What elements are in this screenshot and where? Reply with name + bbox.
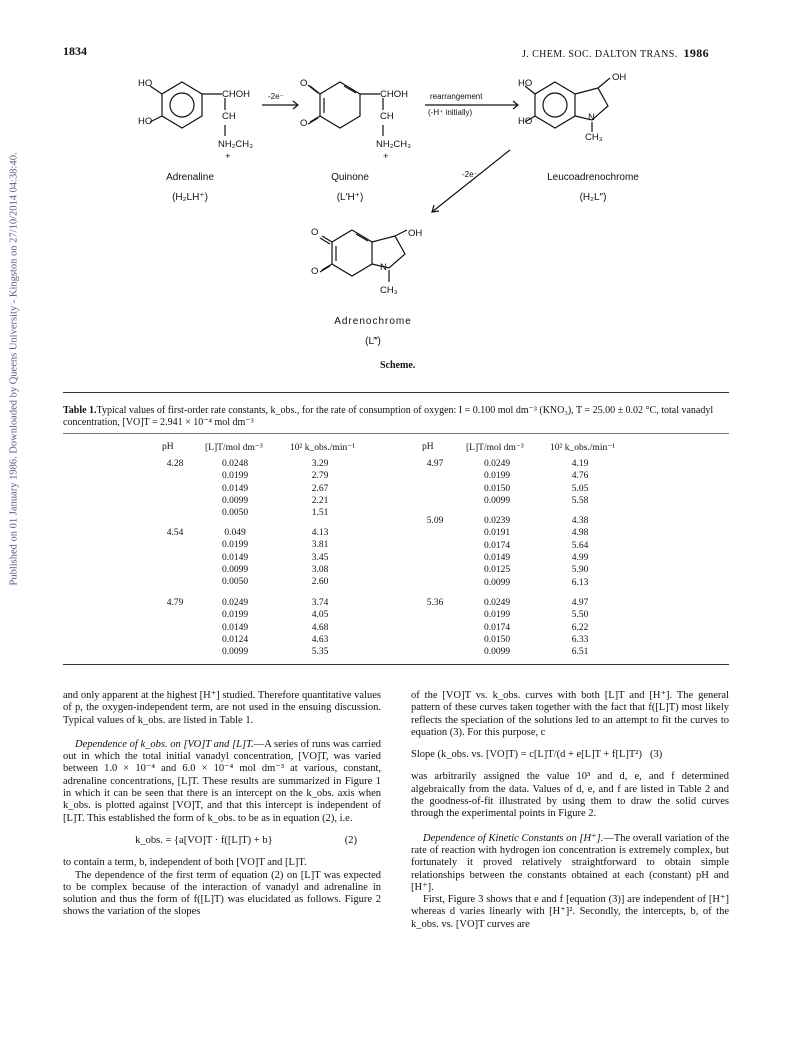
table-header-k-right: 10² k_obs./min⁻¹ [550,443,616,453]
step3-label: -2e⁻ [462,170,478,179]
table-cell-kobs: 6.51 [571,647,589,658]
table-cell-ligand: 0.0199 [483,471,511,482]
adrenaline-ho-top: HO [138,78,153,89]
equation-3: Slope (k_obs. vs. [VO]T) = c[L]T/(d + e[L]T + f[L]T²) (3) [411,749,663,761]
table-cell-ligand: 0.049 [224,528,246,538]
table-cell-ligand: 0.0099 [483,647,511,658]
quinone-o-top: O [300,78,308,89]
quinone-nhch3: NH₂CH₃ [376,139,411,150]
table-cell-kobs: 3.29 [311,459,329,469]
table-cell-kobs: 2.67 [311,483,329,494]
adrenaline-plus: + [225,151,231,162]
table-cell-ph: 4.97 [426,459,444,469]
table-cell-ligand: 0.0099 [221,647,249,658]
table-cell-ligand: 0.0199 [221,471,249,482]
table-cell-kobs: 6.22 [571,622,589,633]
table-caption: Table 1.Typical values of first-order rate constants, k_obs., for the rate of consumption of oxygen: I = 0.100 mol dm⁻³ (KNO₃), T = 25.00 ± 0.02 °C, total vanadyl concentration, [VO]T = 2.941 × 10⁻⁴ mol dm⁻³ [63,405,714,428]
table-cell-kobs: 4.13 [311,528,329,538]
equation-2: k_obs. = {a[VO]T · f([L]T) + b} (2) [135,834,357,846]
table-header-ph-left: pH [162,442,174,452]
compound-name-quinone: Quinone [331,172,369,183]
table-cell-kobs: 5.50 [571,610,589,621]
quinone-plus: + [383,151,389,162]
adrenochrome-o-top: O [311,227,319,238]
table-cell-kobs: 3.81 [311,540,329,551]
table-cell-ligand: 0.0249 [483,598,511,608]
body-left-column [63,690,381,919]
table-cell-ligand: 0.0199 [221,540,249,551]
compound-formula-quinone: (L′H⁺) [336,192,364,203]
table-cell-kobs: 3.45 [311,552,329,563]
table-cell-ligand: 0.0249 [483,459,511,469]
quinone-ch: CH [380,111,394,122]
left-paragraph-1: and only apparent at the highest [H⁺] studied. Therefore quantitative values of p, the oxygen-independent term, are not used in the ensuing discussion. Typical values of k_obs. are listed in Table 1. [63,690,381,726]
left-paragraph-3: to contain a term, b, independent of both [VO]T and [L]T. [63,857,307,869]
table-cell-ligand: 0.0050 [221,577,249,588]
right-paragraph-1: of the [VO]T vs. k_obs. curves with both [L]T and [H⁺]. The general pattern of these curves taken together with the fact that f([L]T) most likely reflects the speciation of the solutions led to an attempt to fit the curves to equation (3). For this purpose, c [411,690,729,738]
table-cell-kobs: 1.51 [311,508,329,519]
table-cell-kobs: 2.79 [311,471,329,482]
table-cell-kobs: 4.38 [571,516,589,526]
table-cell-ligand: 0.0099 [483,577,511,588]
table-cell-ligand: 0.0199 [483,610,511,621]
table-cell-ligand: 0.0199 [221,610,249,621]
table-cell-kobs: 5.64 [571,540,589,551]
adrenochrome-oh: OH [408,228,423,239]
adrenochrome-n: N [380,262,387,273]
table-cell-ligand: 0.0099 [483,495,511,506]
table-cell-ph: 4.28 [166,459,184,469]
table-top-rule [63,392,729,393]
table-cell-ligand: 0.0239 [483,516,511,526]
table-cell-ligand: 0.0149 [221,622,249,633]
right-paragraph-2: was arbitrarily assigned the value 10³ and d, e, and f determined algebraically from the data. Values of d, e, and f are listed in Table 2 and the goodness-of-fit illustrated by using them to draw the solid curves through the experimental points in Figure 2. [411,771,729,820]
table-header-l-right: [L]T/mol dm⁻³ [466,443,524,453]
table-cell-kobs: 6.33 [571,634,589,645]
table-cell-kobs: 4.97 [571,598,589,608]
table-cell-kobs: 5.90 [571,565,589,576]
table-cell-ligand: 0.0150 [483,634,511,645]
adrenaline-ho-bottom: HO [138,116,153,127]
adrenaline-ch: CH [222,111,236,122]
compound-name-adrenaline: Adrenaline [166,172,214,183]
table-cell-ph: 5.36 [426,598,444,608]
table-cell-ligand: 0.0099 [221,564,249,575]
compound-name-leucoadrenochrome: Leucoadrenochrome [547,172,639,183]
left-paragraph-4: The dependence of the first term of equation (2) on [L]T was expected to be complex because of the interaction of vanadyl and adrenaline in solution and thus the form of f([L]T) was elucidated as follows. Figure 2 shows the variation of the slopes [63,869,381,918]
table-header-l-left: [L]T/mol dm⁻³ [205,443,263,453]
table-cell-kobs: 2.21 [311,495,329,506]
adrenochrome-ch3: CH₃ [380,285,398,296]
compound-name-adrenochrome: Adrenochrome [334,316,412,327]
table-cell-ligand: 0.0050 [221,508,249,519]
table-cell-kobs: 4.19 [571,459,589,469]
table-cell-ligand: 0.0174 [483,540,511,551]
table-cell-kobs: 4.68 [311,622,329,633]
table-cell-ph: 4.54 [166,528,184,538]
reaction-scheme [130,70,670,300]
table-cell-kobs: 4.98 [571,528,589,539]
compound-formula-leucoadrenochrome: (H₂L″) [579,192,607,203]
leuco-oh: OH [612,72,627,83]
table-cell-kobs: 4.05 [311,610,329,621]
step2-label: rearrangement [430,92,483,101]
table-cell-kobs: 6.13 [571,577,589,588]
adrenochrome-o-bottom: O [311,266,319,277]
scheme-caption: Scheme. [380,360,416,371]
table-header-ph-right: pH [422,442,434,452]
table-header-rule [63,433,729,434]
table-cell-ph: 5.09 [426,516,444,526]
download-sidebar-notice: Published on 01 January 1986. Downloaded by Queens University - Kingston on 27/10/2014 04:38:40. [8,152,20,586]
quinone-chooh: CHOH [380,89,408,100]
leuco-ho-bottom: HO [518,116,533,127]
step2-sublabel: (-H⁺ initially) [428,108,473,117]
table-cell-ligand: 0.0149 [221,483,249,494]
table-cell-kobs: 5.35 [311,647,329,658]
leuco-ch3: CH₃ [585,132,603,143]
left-paragraph-2: Dependence of k_obs. on [VO]T and [L]T.—A series of runs was carried out in which the total initial vanadyl concentration, [VO]T, was varied between 1.0 × 10⁻⁴ and 6.0 × 10⁻⁴ mol dm⁻³ at various, constant, adrenaline concentrations, [L]T. These results are summarized in Figure 1 in which it can be seen that there is an intercept on the k_obs. axis when k_obs. is plotted against [VO]T, and that this intercept is independent of [L]T. This established the form of k_obs. to be as in equation (2), i.e. [63,738,381,824]
table-cell-ligand: 0.0149 [483,552,511,563]
table-cell-ligand: 0.0149 [221,552,249,563]
table-cell-kobs: 4.63 [311,634,329,645]
page-number: 1834 [63,44,87,58]
table-cell-ligand: 0.0124 [221,634,249,645]
table-bottom-rule [63,664,729,665]
table-cell-kobs: 3.08 [311,564,329,575]
table-cell-ligand: 0.0174 [483,622,511,633]
table-cell-ligand: 0.0191 [483,528,511,539]
table-cell-kobs: 2.60 [311,577,329,588]
table-cell-ligand: 0.0249 [221,598,249,608]
table-cell-kobs: 4.76 [571,471,589,482]
table-cell-ph: 4.79 [166,598,184,608]
leuco-n: N [588,112,595,123]
adrenaline-chooh: CHOH [222,89,250,100]
adrenaline-nhch3: NH₂CH₃ [218,139,253,150]
compound-formula-adrenaline: (H₂LH⁺) [172,192,208,203]
table-header-k-left: 10² k_obs./min⁻¹ [290,443,356,453]
table-cell-kobs: 3.74 [311,598,329,608]
table-cell-kobs: 4.99 [571,552,589,563]
table-cell-kobs: 5.58 [571,495,589,506]
journal-header: J. CHEM. SOC. DALTON TRANS. 1986 [522,46,710,60]
table-cell-ligand: 0.0150 [483,483,511,494]
body-right-column [411,690,729,931]
step1-label: -2e⁻ [268,92,284,101]
table-cell-ligand: 0.0099 [221,495,249,506]
right-paragraph-4: First, Figure 3 shows that e and f [equation (3)] are independent of [H⁺] whereas d varies linearly with [H⁺]². Secondly, the intercepts, b, of the k_obs. vs. [VO]T curves are [411,894,729,930]
table-cell-kobs: 5.05 [571,483,589,494]
compound-formula-adrenochrome: (L‴) [365,336,381,347]
table-cell-ligand: 0.0125 [483,565,511,576]
leuco-ho-top: HO [518,78,533,89]
quinone-o-bottom: O [300,118,308,129]
right-paragraph-3: Dependence of Kinetic Constants on [H⁺].—The overall variation of the rate of reaction with hydrogen ion concentration is extremely complex, but fortunately it proved relatively straightforward to obtain simple relationships between the constants obtained at each (constant) pH and [H⁺]. [411,832,730,893]
table-cell-ligand: 0.0248 [221,459,249,469]
